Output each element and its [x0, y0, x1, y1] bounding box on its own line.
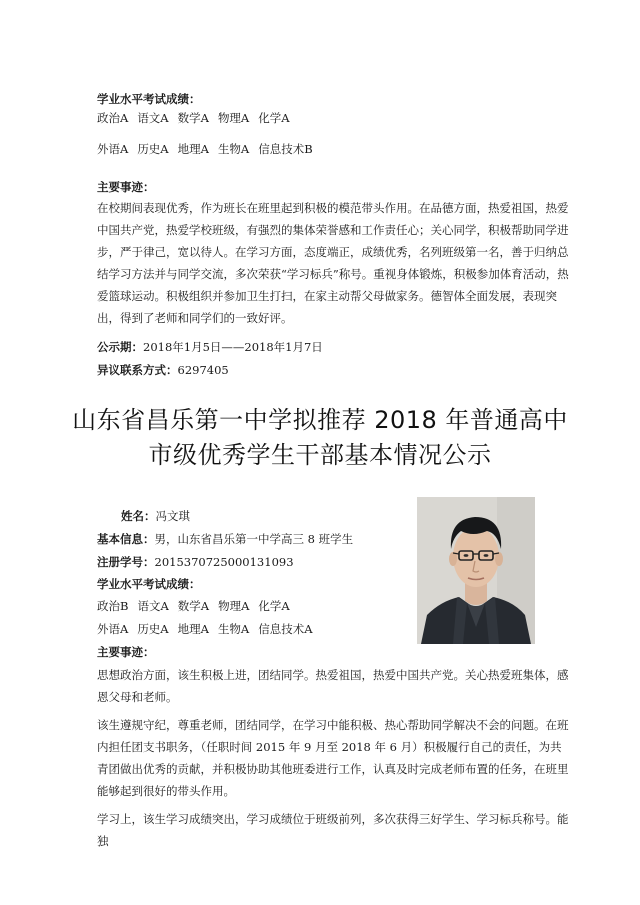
student-portrait-icon: [417, 497, 535, 644]
student-name: [121, 505, 190, 524]
main-deeds-label: 主要事迹：: [97, 180, 155, 194]
objection-contact-label: 异议联系方式：: [97, 363, 178, 377]
grade-item: 信息技术A: [258, 622, 313, 636]
registration-number-value: 2015370725000131093: [154, 555, 294, 569]
grade-item: 地理A: [177, 142, 209, 156]
basic-info-value: 男，山东省昌乐第一中学高三 8 班学生: [154, 532, 354, 546]
grade-item: 历史A: [137, 622, 169, 636]
grade-item: 地理A: [177, 622, 209, 636]
grade-item: 语文A: [137, 111, 169, 125]
publicity-period-label: 公示期：: [97, 340, 143, 354]
grades-row-2: [97, 141, 322, 157]
grade-item: 化学A: [258, 111, 290, 125]
grade-item: 历史A: [137, 142, 169, 156]
grade-item: 数学A: [177, 111, 209, 125]
grades-row-1: [97, 110, 299, 126]
grade-item: 政治B: [97, 599, 129, 613]
student-exam-scores-label: 学业水平考试成绩：: [97, 577, 201, 591]
student-grades-row-1: [97, 598, 299, 614]
grade-item: 外语A: [97, 622, 129, 636]
grade-item: 语文A: [137, 599, 169, 613]
exam-scores-label: 学业水平考试成绩：: [97, 92, 201, 106]
grade-item: 生物A: [217, 622, 250, 636]
publicity-period-value: 2018年1月5日——2018年1月7日: [143, 340, 323, 354]
student-photo: [417, 497, 535, 644]
student-name-label: 姓名：: [121, 509, 156, 523]
registration-number: [97, 551, 294, 570]
grade-item: 信息技术B: [258, 142, 313, 156]
objection-contact-value: 6297405: [177, 363, 229, 377]
student-deeds-paragraph-2: 该生遵规守纪，尊重老师，团结同学，在学习中能积极、热心帮助同学解决不会的问题。在班内担任团支书职务，（任职时间 2015 年 9 月至 2018 年 6 月）积极履行自己的责任，为共青团做出优秀的贡献，并积极协助其他班委进行工作，认真及时完成老师布置的任务，在班里能够起到很好的带头作用。: [97, 718, 569, 798]
grade-item: 数学A: [177, 599, 210, 613]
grade-item: 生物A: [217, 142, 250, 156]
grade-item: 物理A: [218, 599, 250, 613]
grade-item: 外语A: [97, 142, 129, 156]
student-deeds-paragraph-1: 思想政治方面，该生积极上进，团结同学。热爱祖国，热爱中国共产党。关心热爱班集体，感恩父母和老师。: [97, 668, 569, 704]
basic-info-label: 基本信息：: [97, 532, 155, 546]
publicity-period: [97, 336, 323, 355]
student-deeds-paragraph-3: 学习上，该生学习成绩突出，学习成绩位于班级前列，多次获得三好学生、学习标兵称号。能独: [97, 812, 569, 848]
grade-item: 物理A: [217, 111, 250, 125]
objection-contact: [97, 359, 229, 378]
grade-item: 政治A: [97, 111, 129, 125]
page-title-line-2: 市级优秀学生干部基本情况公示: [148, 441, 492, 469]
student-name-value: 冯文琪: [155, 509, 190, 523]
page-title-line-1: 山东省昌乐第一中学拟推荐 2018 年普通高中: [72, 406, 568, 434]
student-main-deeds-label: 主要事迹：: [97, 645, 155, 659]
registration-number-label: 注册学号：: [97, 555, 155, 569]
grade-item: 化学A: [258, 599, 290, 613]
basic-info: [97, 528, 353, 547]
student-grades-row-2: [97, 621, 322, 637]
main-deeds-text: 在校期间表现优秀，作为班长在班里起到积极的模范带头作用。在品德方面，热爱祖国，热爱中国共产党，热爱学校班级，有强烈的集体荣誉感和工作责任心；关心同学，积极帮助同学进步，严于律己，宽以待人。在学习方面，态度端正，成绩优秀，名列班级第一名，善于归纳总结学习方法并与同学交流，多次荣获“学习标兵”称号。重视身体锻炼，积极参加体育活动，热爱篮球运动。积极组织并参加卫生打扫，在家主动帮父母做家务。德智体全面发展，表现突出，得到了老师和同学们的一致好评。: [97, 201, 569, 325]
